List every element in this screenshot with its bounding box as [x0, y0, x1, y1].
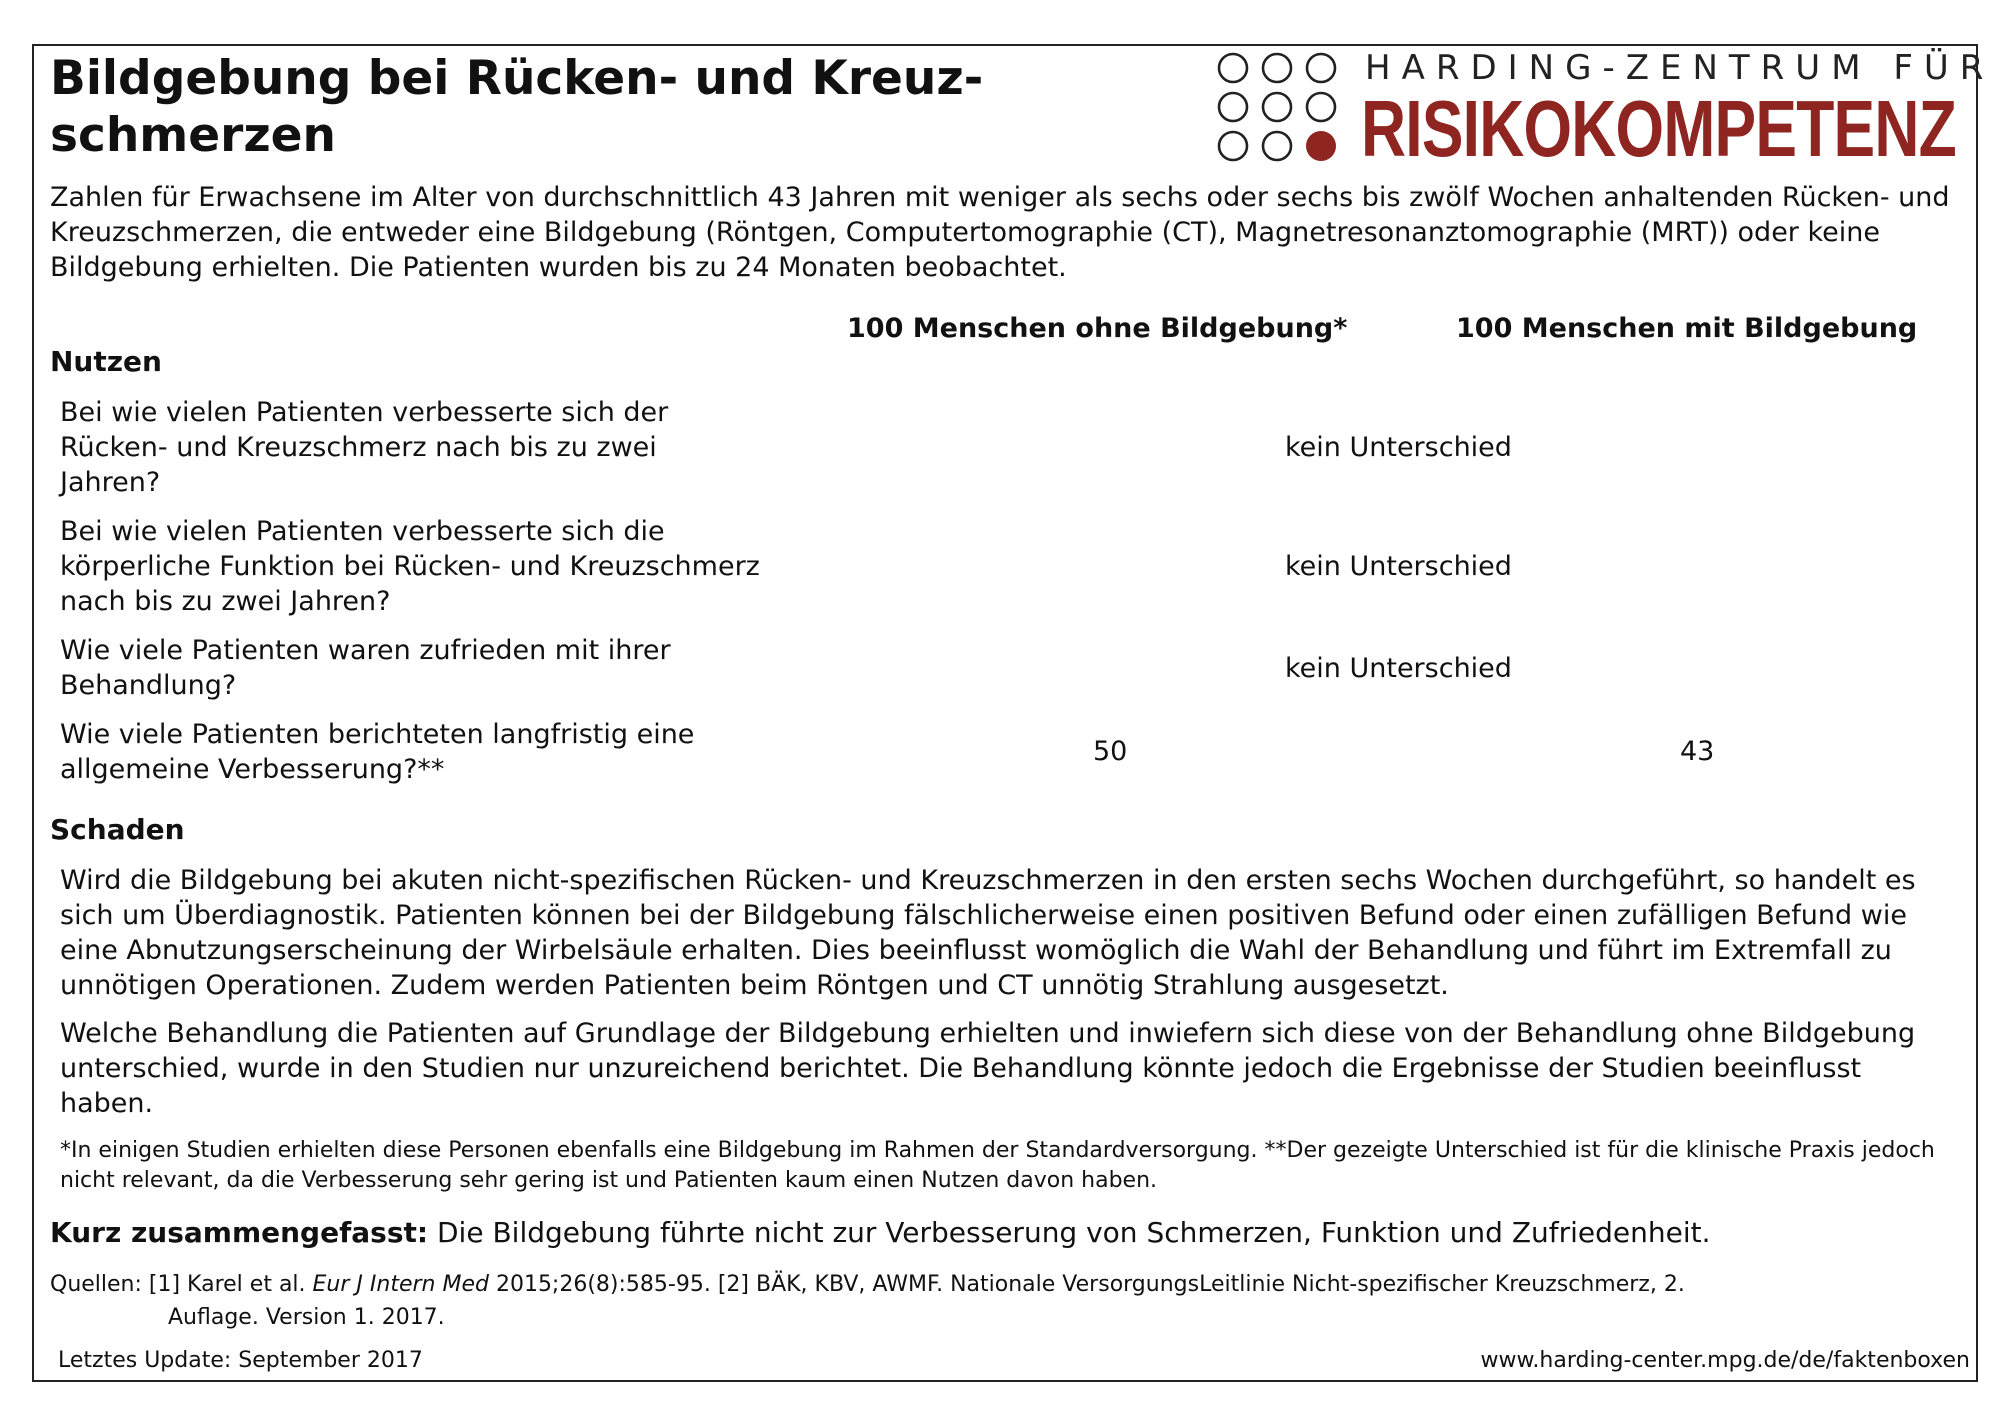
sources	[50, 1268, 1950, 1334]
summary	[50, 1215, 1950, 1251]
website-link[interactable]: www.harding-center.mpg.de/de/faktenboxen	[1480, 1348, 1970, 1373]
benefit-result-3: kein Unterschied	[1285, 653, 1512, 684]
summary-label: Kurz zusammengefasst:	[50, 1216, 429, 1249]
logo-top-line: HARDING-ZENTRUM FÜR	[1365, 48, 1995, 88]
sources-rest: 2015;26(8):585-95. [2] BÄK, KBV, AWMF. Nationale VersorgungsLeitlinie Nicht-spezifischer Kreuzschmerz, 2.	[488, 1272, 1685, 1297]
column-header-with-imaging: 100 Menschen mit Bildgebung	[1456, 313, 1918, 344]
benefit-result-2: kein Unterschied	[1285, 551, 1512, 582]
intro-text: Zahlen für Erwachsene im Alter von durchschnittlich 43 Jahren mit weniger als sechs oder sechs bis zwölf Wochen anhaltenden Rücken- und Kreuzschmerzen, die entweder eine Bildgebung (Röntgen, Computertomographie (CT), Magnetresonanztomographie (MRT)) oder keine Bildgebung erhielten. Die Patienten wurden bis zu 24 Monaten beobachtet.	[50, 182, 1950, 283]
column-header-without-imaging: 100 Menschen ohne Bildgebung*	[847, 313, 1348, 344]
harm-heading: Schaden	[50, 813, 185, 846]
summary-text: Die Bildgebung führte nicht zur Verbesserung von Schmerzen, Funktion und Zufriedenheit.	[428, 1216, 1711, 1249]
harm-paragraph-1: Wird die Bildgebung bei akuten nicht-spezifischen Rücken- und Kreuzschmerzen in den ersten sechs Wochen durchgeführt, so handelt es sich um Überdiagnostik. Patienten können bei der Bildgebung fälschlicherweise einen positiven Befund oder einen zufälligen Befund wie eine Abnutzungserscheinung der Wirbelsäule erhalten. Dies beeinflusst womöglich die Wahl der Behandlung und führt im Extremfall zu unnötigen Operationen. Zudem werden Patienten beim Röntgen und CT unnötig Strahlung ausgesetzt.	[60, 865, 1916, 1001]
sources-line-2: Auflage. Version 1. 2017.	[168, 1305, 445, 1330]
benefit-value-with: 43	[1680, 736, 1715, 767]
benefit-result-1: kein Unterschied	[1285, 432, 1512, 463]
footnote: *In einigen Studien erhielten diese Personen ebenfalls eine Bildgebung im Rahmen der Standardversorgung. **Der gezeigte Unterschied ist für die klinische Praxis jedoch nicht relevant, da die Verbesserung sehr gering ist und Patienten kaum einen Nutzen davon haben.	[60, 1138, 1935, 1193]
benefit-question-2: Bei wie vielen Patienten verbesserte sich die körperliche Funktion bei Rücken- und Kreuzschmerz nach bis zu zwei Jahren?	[60, 516, 760, 617]
last-update: Letztes Update: September 2017	[58, 1348, 423, 1373]
harding-center-logo	[1215, 48, 1995, 173]
benefit-question-1: Bei wie vielen Patienten verbesserte sich der Rücken- und Kreuzschmerz nach bis zu zwei Jahren?	[60, 397, 669, 498]
benefit-question-3: Wie viele Patienten waren zufrieden mit ihrer Behandlung?	[60, 635, 671, 701]
sources-line-1	[50, 1268, 1950, 1301]
sources-journal: Eur J Intern Med	[312, 1272, 489, 1297]
logo-circles-icon	[1215, 52, 1345, 162]
benefit-value-without: 50	[1093, 736, 1128, 767]
logo-main-text: RISIKOKOMPETENZ	[1361, 84, 1956, 173]
benefit-question-4: Wie viele Patienten berichteten langfristig eine allgemeine Verbesserung?**	[60, 719, 695, 785]
sources-prefix: Quellen: [1] Karel et al.	[50, 1272, 313, 1297]
harm-paragraph-2: Welche Behandlung die Patienten auf Grundlage der Bildgebung erhielten und inwiefern sich diese von der Behandlung ohne Bildgebung unterschied, wurde in den Studien nur unzureichend berichtet. Die Behandlung könnte jedoch die Ergebnisse der Studien beeinflusst haben.	[60, 1018, 1916, 1119]
page-title: Bildgebung bei Rücken- und Kreuz-schmerzen	[50, 51, 984, 163]
benefit-heading: Nutzen	[50, 345, 162, 378]
